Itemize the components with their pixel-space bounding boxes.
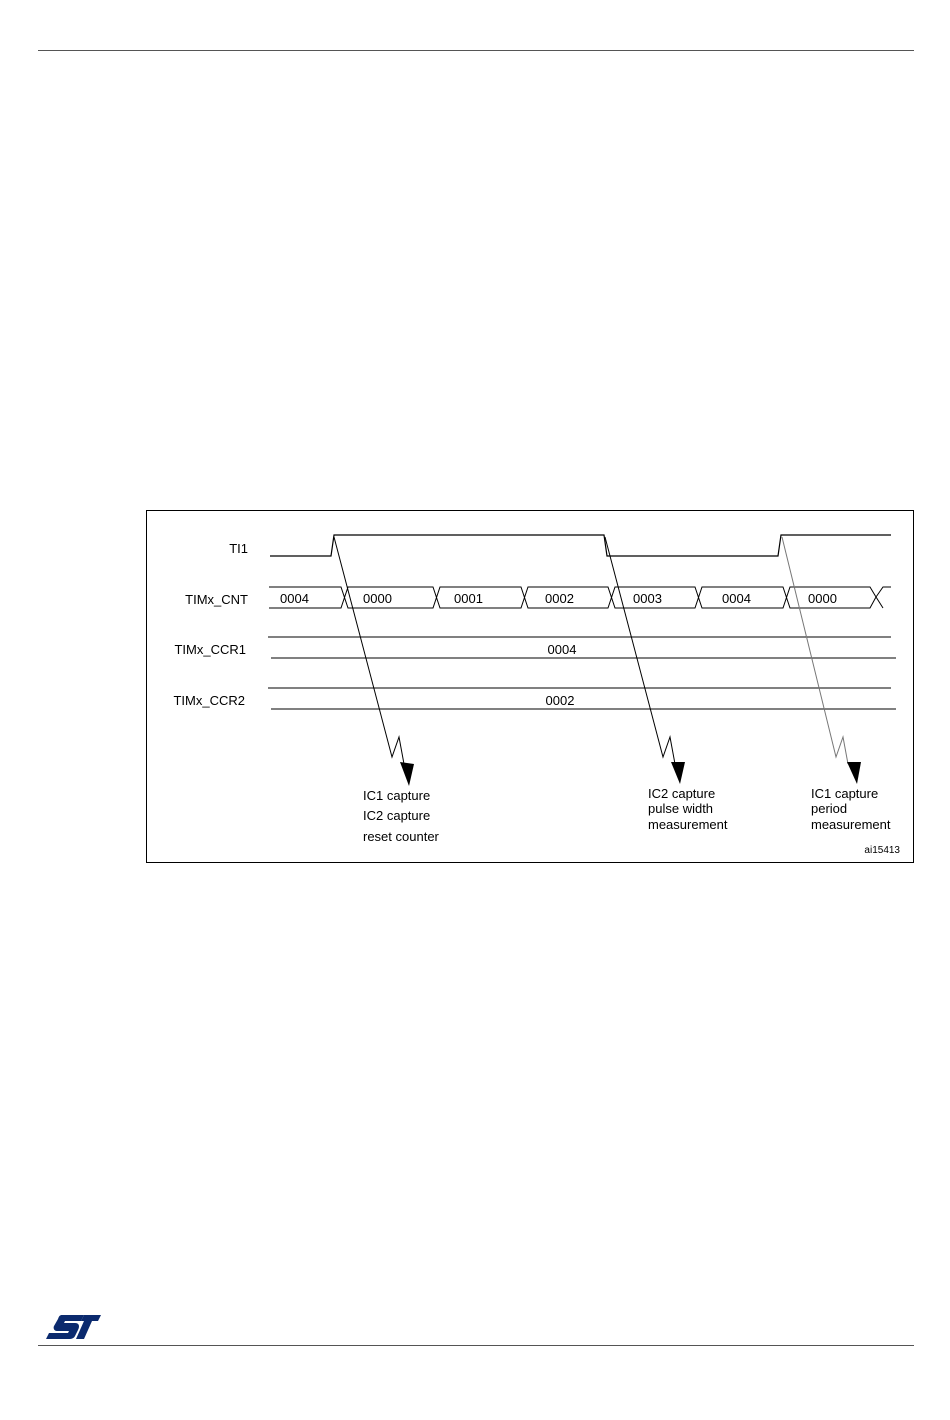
capture-arrow-3	[782, 537, 848, 764]
ti1-waveform	[270, 535, 891, 556]
cnt-value: 0000	[808, 591, 837, 606]
annotation-line: reset counter	[363, 829, 439, 844]
ccr2-value: 0002	[545, 693, 575, 708]
cnt-value: 0004	[722, 591, 751, 606]
capture-arrow-2	[605, 537, 675, 764]
cnt-value: 0003	[633, 591, 662, 606]
signal-label-ccr1: TIMx_CCR1	[174, 642, 246, 657]
cnt-value: 0001	[454, 591, 483, 606]
annotation-line: pulse width	[648, 801, 714, 816]
ccr1-value: 0004	[547, 642, 577, 657]
annotation-line: IC2 capture	[363, 808, 431, 823]
arrowhead-3	[847, 762, 861, 784]
signal-label-ccr2: TIMx_CCR2	[173, 693, 245, 708]
figure-frame	[147, 511, 914, 863]
annotation-line: IC2 capture	[648, 786, 716, 801]
annotation-line: measurement	[811, 817, 891, 832]
signal-label-ti1: TI1	[229, 541, 248, 556]
st-logo-icon	[44, 1312, 104, 1342]
annotation-line: IC1 capture	[811, 786, 879, 801]
annotation-line: measurement	[648, 817, 728, 832]
capture-arrow-1	[334, 537, 404, 764]
cnt-value: 0000	[363, 591, 392, 606]
cnt-value: 0004	[280, 591, 309, 606]
figure-id: ai15413	[864, 845, 900, 856]
arrowhead-2	[671, 762, 685, 784]
arrowhead-1	[400, 762, 414, 786]
signal-label-cnt: TIMx_CNT	[185, 592, 248, 607]
footer-rule	[38, 1345, 914, 1346]
cnt-value: 0002	[545, 591, 574, 606]
annotation-line: IC1 capture	[363, 788, 431, 803]
annotation-line: period	[811, 801, 848, 816]
